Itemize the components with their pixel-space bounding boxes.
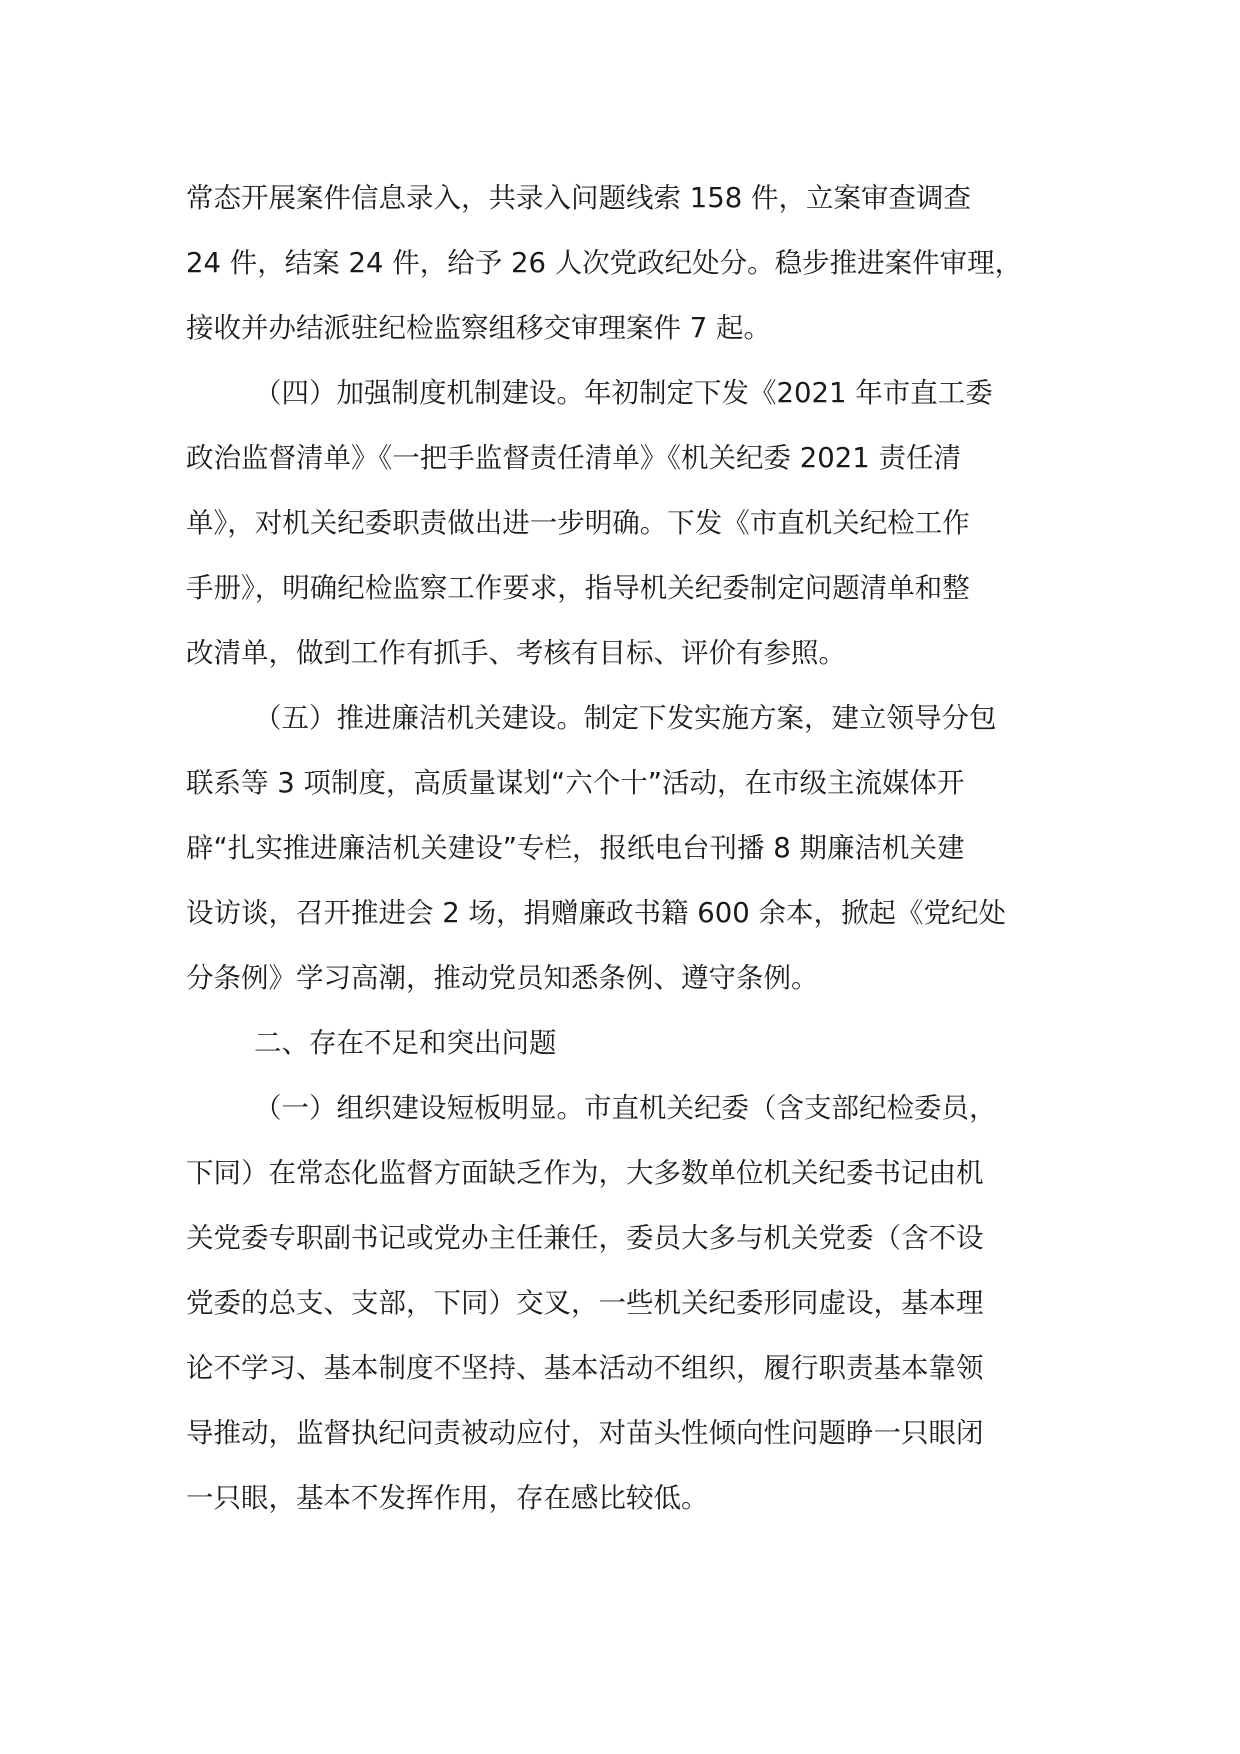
text-line: （五）推进廉洁机关建设。制定下发实施方案，建立领导分包 — [254, 702, 997, 734]
text-line: 政治监督清单》《一把手监督责任清单》《机关纪委 2021 责任清 — [186, 442, 961, 474]
text-line: 下同）在常态化监督方面缺乏作为，大多数单位机关纪委书记由机 — [186, 1157, 984, 1189]
text-line: 一只眼，基本不发挥作用，存在感比较低。 — [186, 1482, 709, 1514]
text-line: 联系等 3 项制度，高质量谋划“六个十”活动，在市级主流媒体开 — [186, 767, 965, 799]
text-line: 设访谈，召开推进会 2 场，捐赠廉政书籍 600 余本，掀起《党纪处 — [186, 897, 1006, 929]
text-line: 分条例》学习高潮，推动党员知悉条例、遵守条例。 — [186, 962, 819, 994]
text-line: 辟“扎实推进廉洁机关建设”专栏，报纸电台刊播 8 期廉洁机关建 — [186, 832, 965, 864]
text-line: 单》，对机关纪委职责做出进一步明确。下发《市直机关纪检工作 — [186, 507, 970, 539]
text-line: （四）加强制度机制建设。年初制定下发《2021 年市直工委 — [254, 377, 993, 409]
text-line: 常态开展案件信息录入，共录入问题线索 158 件，立案审查调查 — [186, 182, 971, 214]
text-line: （一）组织建设短板明显。市直机关纪委（含支部纪检委员， — [254, 1092, 997, 1124]
paragraph-institution-building — [186, 361, 1058, 686]
text-line: 24 件，结案 24 件，给予 26 人次党政纪处分。稳步推进案件审理， — [186, 247, 1023, 279]
paragraph-organization-weakness — [186, 1076, 1058, 1531]
text-line: 导推动，监督执纪问责被动应付，对苗头性倾向性问题睁一只眼闭 — [186, 1417, 984, 1449]
text-line: 改清单，做到工作有抓手、考核有目标、评价有参照。 — [186, 637, 846, 669]
text-line: 手册》，明确纪检监察工作要求，指导机关纪委制定问题清单和整 — [186, 572, 970, 604]
text-line: 关党委专职副书记或党办主任兼任，委员大多与机关党委（含不设 — [186, 1222, 984, 1254]
document-body — [186, 166, 1058, 1531]
text-line: 党委的总支、支部，下同）交叉，一些机关纪委形同虚设，基本理 — [186, 1287, 984, 1319]
text-line: 接收并办结派驻纪检监察组移交审理案件 7 起。 — [186, 312, 771, 344]
paragraph-case-handling — [186, 166, 1058, 361]
paragraph-clean-organs — [186, 686, 1058, 1011]
text-line: 论不学习、基本制度不坚持、基本活动不组织，履行职责基本靠领 — [186, 1352, 984, 1384]
heading-line: 二、存在不足和突出问题 — [254, 1027, 557, 1059]
section-heading — [186, 1011, 1058, 1076]
